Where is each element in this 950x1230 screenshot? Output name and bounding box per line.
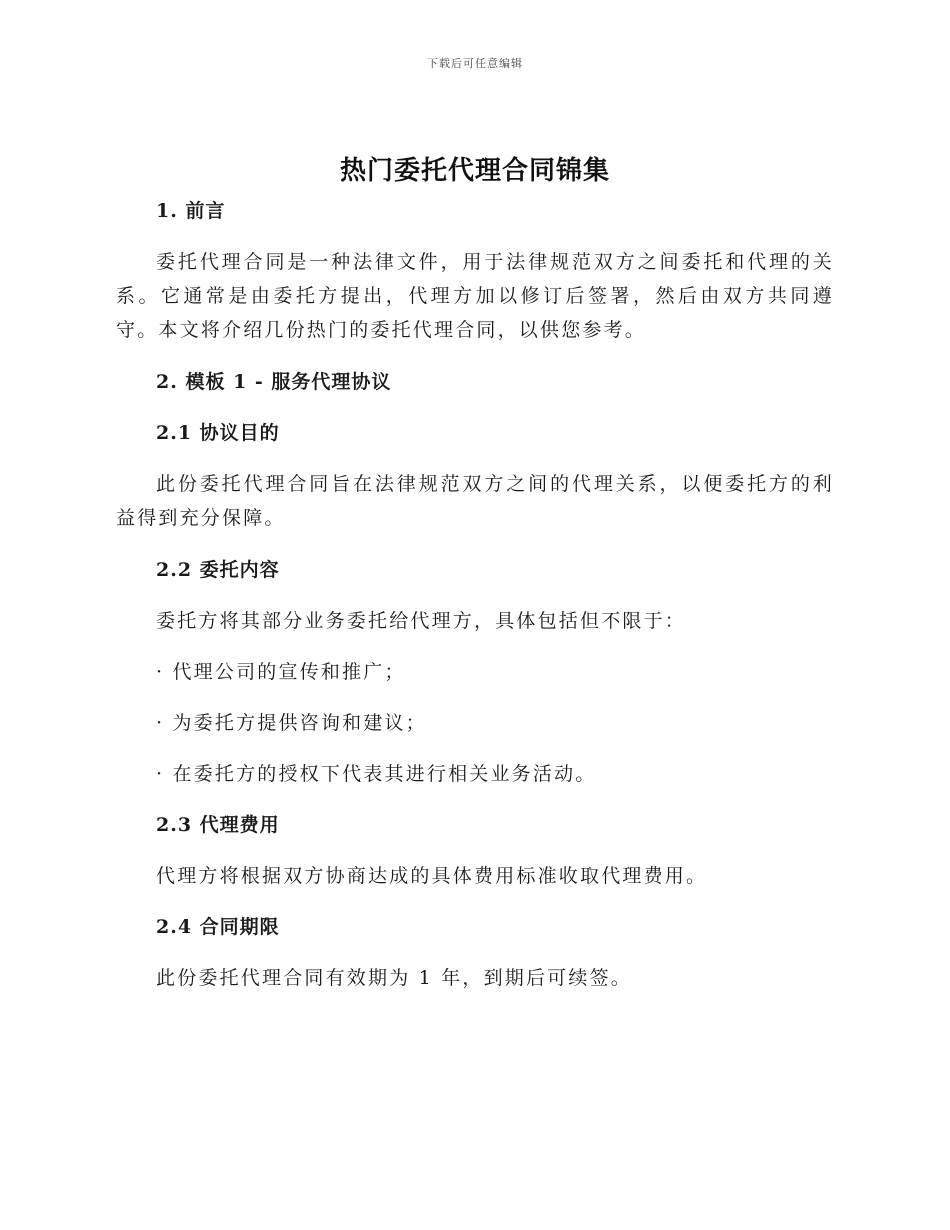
subsection-heading-fees: 2.3 代理费用	[156, 814, 280, 836]
subsection-heading-scope: 2.2 委托内容	[156, 559, 280, 581]
paragraph-fees: 代理方将根据双方协商达成的具体费用标准收取代理费用。	[156, 865, 708, 887]
section-heading-template-1: 2. 模板 1 - 服务代理协议	[156, 371, 392, 393]
paragraph-purpose: 此份委托代理合同旨在法律规范双方之间的代理关系，以便委托方的利益得到充分保障。	[116, 473, 834, 529]
subsection-heading-purpose: 2.1 协议目的	[156, 422, 280, 444]
document-title: 热门委托代理合同锦集	[339, 156, 610, 186]
page-header-note: 下载后可任意编辑	[427, 57, 523, 70]
list-item: · 在委托方的授权下代表其进行相关业务活动。	[156, 763, 597, 785]
paragraph-scope: 委托方将其部分业务委托给代理方，具体包括但不限于：	[156, 610, 687, 632]
paragraph-preface: 委托代理合同是一种法律文件，用于法律规范双方之间委托和代理的关系。它通常是由委托方提出，代理方加以修订后签署，然后由双方共同遵守。本文将介绍几份热门的委托代理合同，以供您参考。	[116, 251, 834, 341]
list-item: · 代理公司的宣传和推广；	[156, 661, 406, 683]
subsection-heading-term: 2.4 合同期限	[156, 916, 280, 938]
paragraph-term: 此份委托代理合同有效期为 1 年，到期后可续签。	[156, 967, 632, 989]
document-body	[116, 194, 834, 995]
list-item: · 为委托方提供咨询和建议；	[156, 712, 427, 734]
section-heading-preface: 1. 前言	[156, 200, 226, 222]
